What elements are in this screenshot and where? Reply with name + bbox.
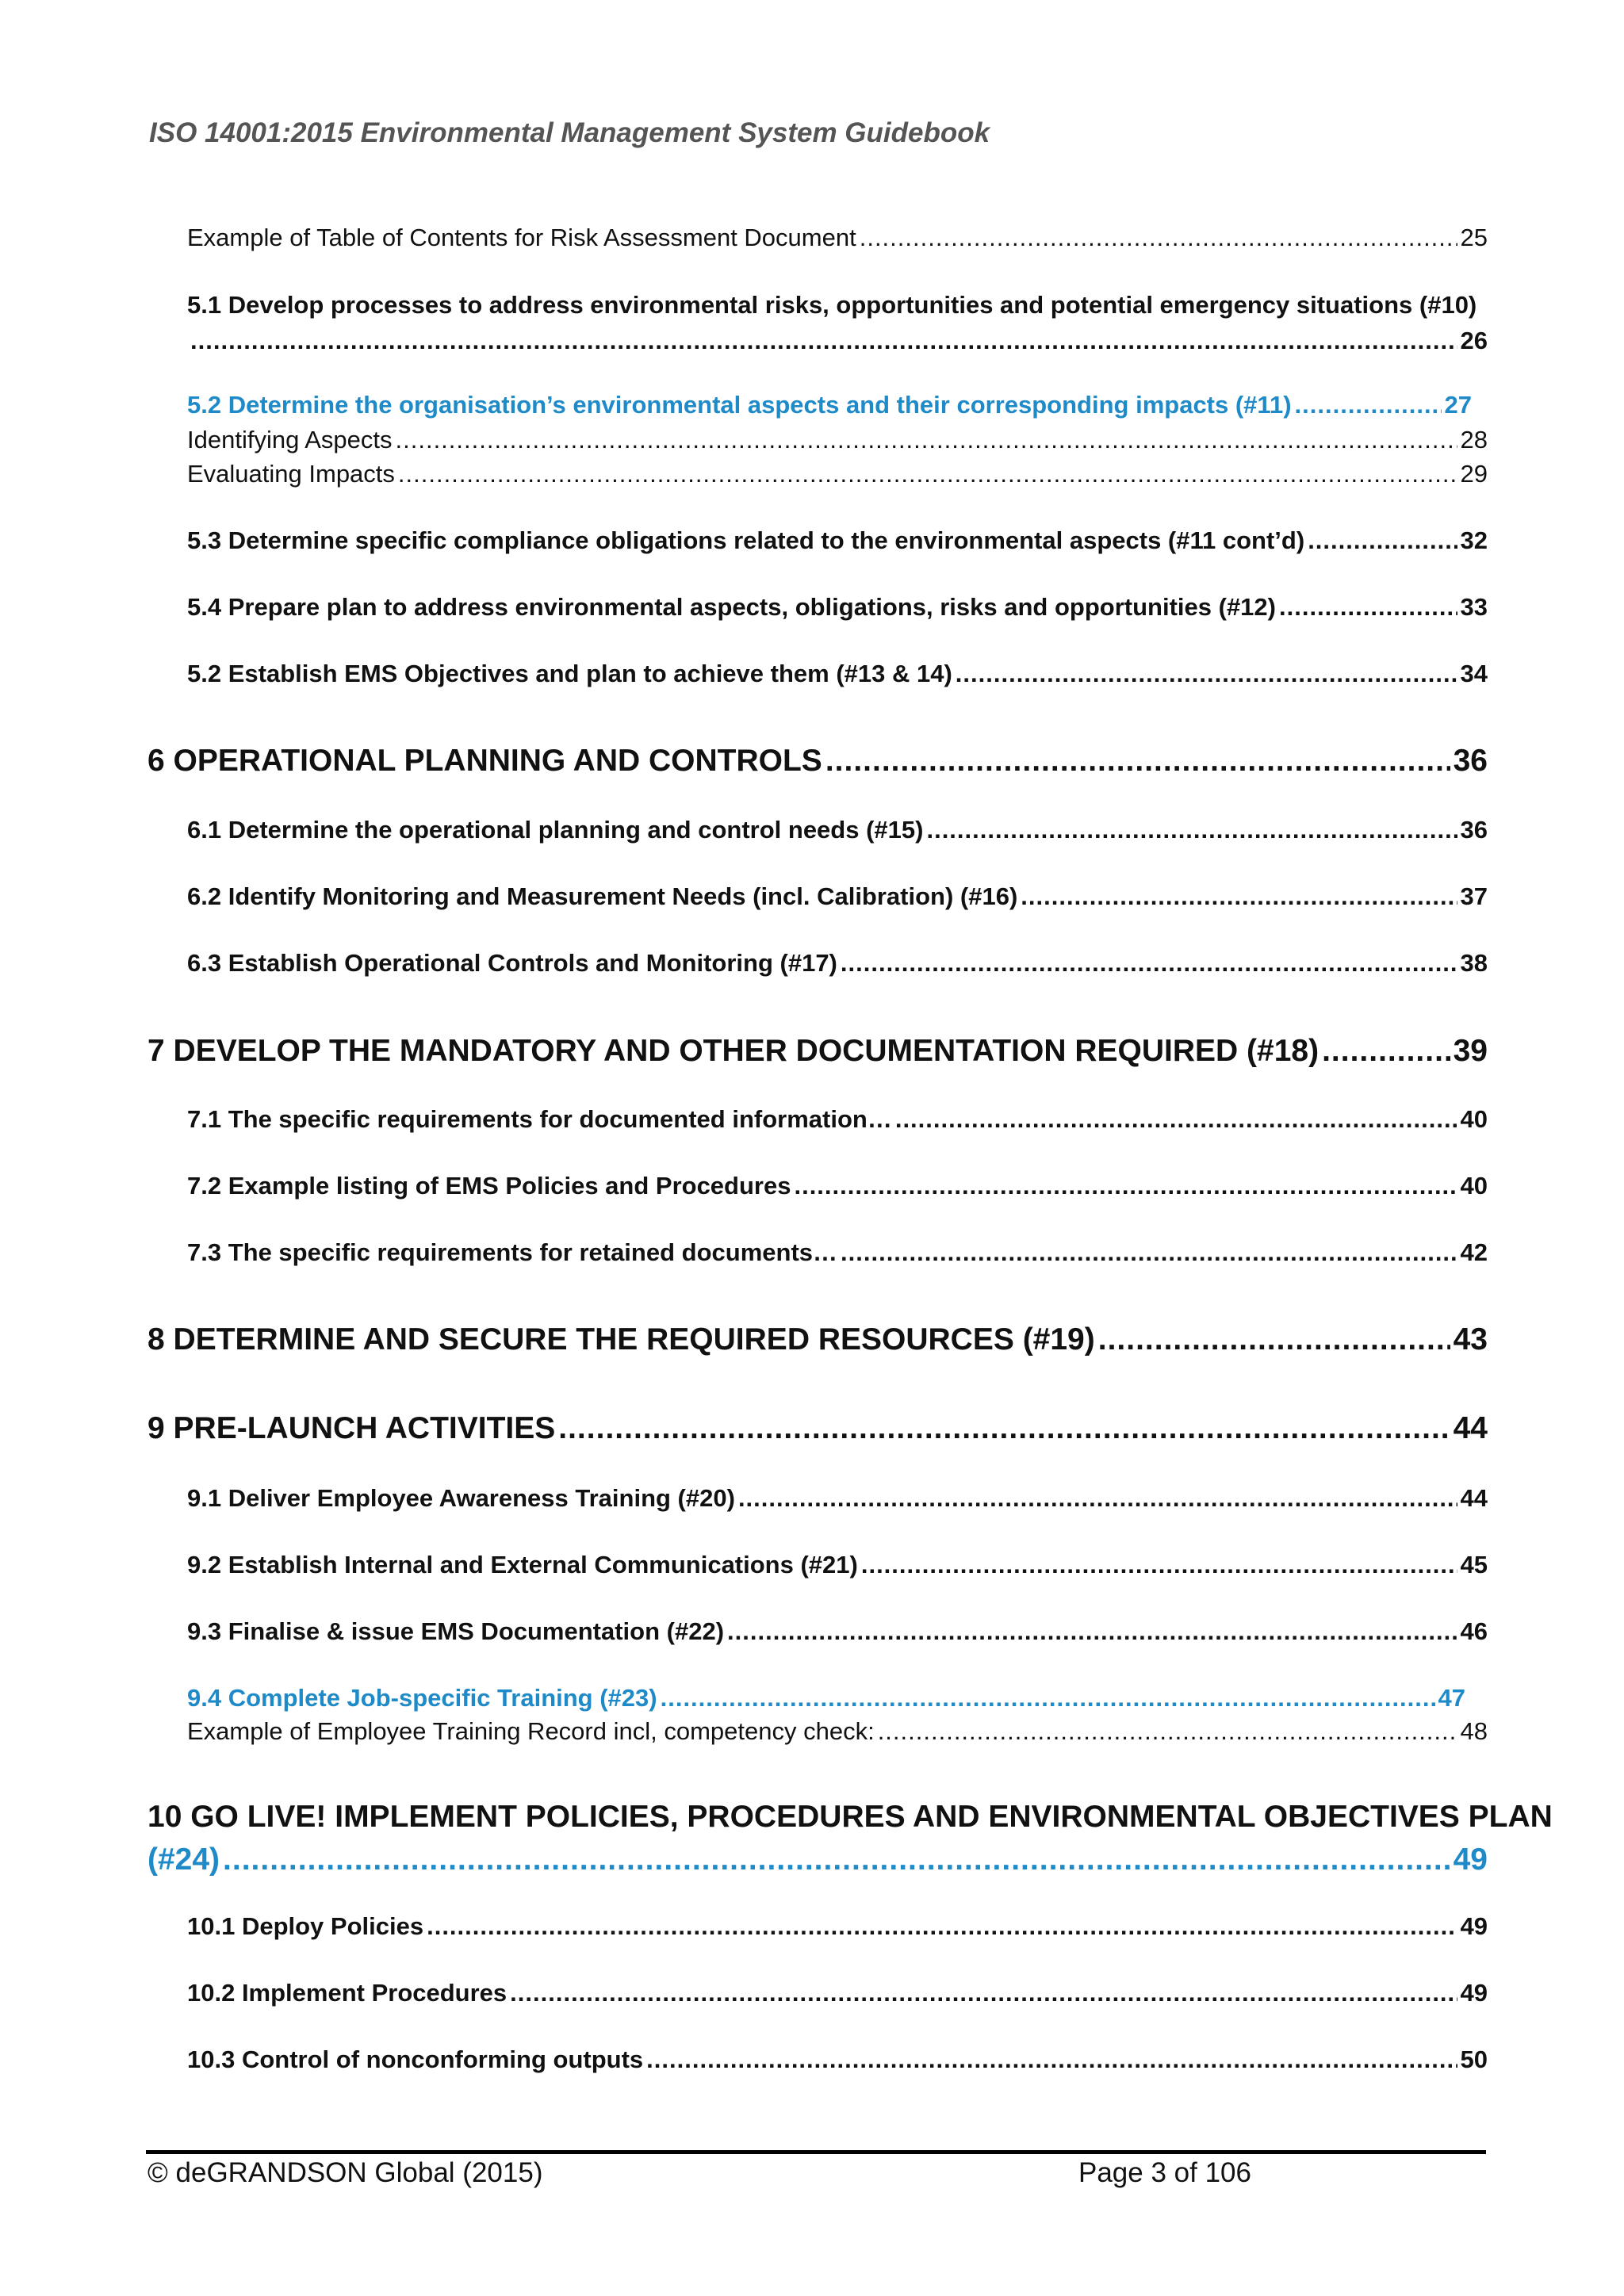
toc-entry-label: 10.1 Deploy Policies: [187, 1912, 424, 1940]
toc-entry[interactable]: [187, 593, 1488, 622]
toc-entry-label-cont: (#24): [147, 1843, 220, 1877]
toc-entry[interactable]: [187, 816, 1488, 844]
toc-entry-link[interactable]: [187, 391, 1472, 419]
dot-leader: [794, 1172, 1457, 1200]
toc-chapter-link[interactable]: [147, 1843, 1488, 1877]
toc-entry-page: 25: [1460, 224, 1488, 251]
dot-leader: [1021, 882, 1457, 911]
toc-entry-label: 5.2 Determine the organisation’s environmental aspects and their corresponding impacts (#11): [187, 391, 1292, 419]
dot-leader: [738, 1484, 1457, 1513]
toc-entry-page: 40: [1460, 1172, 1488, 1200]
dot-leader: [841, 1238, 1457, 1267]
toc-entry[interactable]: [187, 1617, 1488, 1646]
toc-entry-label: 10.2 Implement Procedures: [187, 1979, 508, 2007]
toc-entry-page: 43: [1453, 1322, 1488, 1357]
document-header-title: ISO 14001:2015 Environmental Management System Guidebook: [149, 117, 990, 148]
toc-entry-label: 9.2 Establish Internal and External Communications (#21): [187, 1551, 858, 1578]
toc-entry-label: 5.4 Prepare plan to address environmental aspects, obligations, risks and opportunities (#12): [187, 593, 1276, 621]
dot-leader: [1279, 593, 1457, 622]
toc-entry-label: 9.3 Finalise & issue EMS Documentation (#22): [187, 1617, 725, 1645]
dot-leader: [190, 327, 1457, 355]
toc-entry[interactable]: [187, 1979, 1488, 2007]
toc-entry-page: 27: [1444, 391, 1472, 419]
toc-entry-label: 5.3 Determine specific compliance obligations related to the environmental aspects (#11 cont’d): [187, 526, 1305, 554]
toc-chapter[interactable]: [147, 1034, 1488, 1069]
dot-leader: [926, 816, 1457, 844]
toc-entry[interactable]: [187, 1238, 1488, 1267]
toc-entry-page: 42: [1460, 1238, 1488, 1266]
toc-entry-page: 49: [1460, 1979, 1488, 2007]
dot-leader: [841, 949, 1457, 978]
dot-leader: [860, 224, 1457, 252]
dot-leader: [956, 660, 1457, 688]
dot-leader: [646, 2045, 1457, 2074]
toc-entry-label: 7 DEVELOP THE MANDATORY AND OTHER DOCUMENTATION REQUIRED (#18): [147, 1034, 1320, 1068]
toc-chapter[interactable]: [147, 744, 1488, 779]
toc-entry-label: Example of Table of Contents for Risk Assessment Document: [187, 224, 856, 251]
dot-leader: [1295, 391, 1442, 419]
toc-entry-page: 40: [1460, 1105, 1488, 1133]
toc-entry-page: 28: [1460, 426, 1488, 453]
toc-entry[interactable]: [187, 1484, 1488, 1513]
toc-entry[interactable]: [187, 426, 1488, 454]
dot-leader: [661, 1684, 1435, 1712]
dot-leader: [1308, 526, 1457, 555]
toc-entry-page: 46: [1460, 1617, 1488, 1645]
toc-entry-page: 38: [1460, 949, 1488, 977]
toc-entry-page: 44: [1460, 1484, 1488, 1512]
footer-copyright: © deGRANDSON Global (2015): [147, 2157, 543, 2188]
toc-entry-label[interactable]: 5.1 Develop processes to address environmental risks, opportunities and potential emergency situations (#10): [187, 291, 1477, 319]
toc-entry-link[interactable]: [187, 1684, 1465, 1712]
toc-entry-page: 48: [1460, 1717, 1488, 1745]
toc-entry-label: 7.3 The specific requirements for retained documents…: [187, 1238, 838, 1266]
dot-leader: [427, 1912, 1457, 1941]
toc-entry[interactable]: [187, 2045, 1488, 2074]
toc-entry[interactable]: [187, 1172, 1488, 1200]
toc-entry-label: 10.3 Control of nonconforming outputs: [187, 2045, 644, 2073]
toc-entry-label: Evaluating Impacts: [187, 460, 395, 488]
toc-entry-label: 9 PRE-LAUNCH ACTIVITIES: [147, 1411, 556, 1445]
toc-entry-label: 6 OPERATIONAL PLANNING AND CONTROLS: [147, 744, 822, 778]
toc-entry[interactable]: [187, 224, 1488, 252]
dot-leader: [558, 1411, 1450, 1446]
toc-entry[interactable]: [187, 526, 1488, 555]
toc-entry[interactable]: [187, 460, 1488, 488]
toc-entry[interactable]: [187, 1551, 1488, 1579]
dot-leader: [398, 460, 1457, 488]
toc-entry-page: 45: [1460, 1551, 1488, 1578]
toc-entry-label: Identifying Aspects: [187, 426, 393, 453]
toc-entry-label: 6.3 Establish Operational Controls and Monitoring (#17): [187, 949, 837, 977]
dot-leader: [223, 1843, 1450, 1877]
dot-leader: [861, 1551, 1457, 1579]
toc-entry-label: 9.4 Complete Job-specific Training (#23): [187, 1684, 657, 1712]
footer-divider: [146, 2150, 1486, 2154]
toc-entry-page: 34: [1460, 660, 1488, 687]
toc-entry-page: 32: [1460, 526, 1488, 554]
toc-chapter-label[interactable]: 10 GO LIVE! IMPLEMENT POLICIES, PROCEDURES AND ENVIRONMENTAL OBJECTIVES PLAN: [147, 1800, 1553, 1834]
dot-leader: [895, 1105, 1457, 1134]
toc-entry-page: 37: [1460, 882, 1488, 910]
toc-entry-label: Example of Employee Training Record incl, competency check:: [187, 1717, 875, 1745]
dot-leader: [1098, 1322, 1450, 1357]
dot-leader: [878, 1717, 1457, 1746]
dot-leader: [727, 1617, 1457, 1646]
toc-entry-page: 26: [1460, 327, 1488, 354]
toc-entry-label: 7.2 Example listing of EMS Policies and Procedures: [187, 1172, 791, 1200]
toc-entry[interactable]: [187, 949, 1488, 978]
dot-leader: [510, 1979, 1457, 2007]
toc-entry-label: 6.2 Identify Monitoring and Measurement Needs (incl. Calibration) (#16): [187, 882, 1018, 910]
toc-entry-page: 39: [1453, 1034, 1488, 1068]
toc-entry-label: 5.2 Establish EMS Objectives and plan to achieve them (#13 & 14): [187, 660, 952, 687]
toc-entry-page: 50: [1460, 2045, 1488, 2073]
toc-entry-label: 6.1 Determine the operational planning and control needs (#15): [187, 816, 924, 844]
toc-entry[interactable]: [190, 327, 1488, 355]
toc-entry-page: 49: [1460, 1912, 1488, 1940]
footer-page-number: Page 3 of 106: [1078, 2157, 1251, 2188]
toc-entry-label: 7.1 The specific requirements for documented information…: [187, 1105, 892, 1133]
toc-entry-label: 9.1 Deliver Employee Awareness Training (#20): [187, 1484, 735, 1512]
toc-entry-page: 36: [1460, 816, 1488, 844]
toc-entry-page: 33: [1460, 593, 1488, 621]
toc-chapter[interactable]: [147, 1322, 1488, 1357]
dot-leader: [396, 426, 1457, 454]
toc-entry-page: 47: [1438, 1684, 1465, 1712]
dot-leader: [825, 744, 1450, 779]
toc-entry-page: 44: [1453, 1411, 1488, 1445]
toc-entry-page: 29: [1460, 460, 1488, 488]
toc-chapter[interactable]: [147, 1411, 1488, 1446]
dot-leader: [1322, 1034, 1450, 1069]
toc-entry[interactable]: [187, 1105, 1488, 1134]
toc-entry[interactable]: [187, 1717, 1488, 1746]
toc-entry-page: 49: [1453, 1843, 1488, 1877]
toc-entry[interactable]: [187, 660, 1488, 688]
toc-entry[interactable]: [187, 882, 1488, 911]
toc-entry[interactable]: [187, 1912, 1488, 1941]
toc-entry-label: 8 DETERMINE AND SECURE THE REQUIRED RESOURCES (#19): [147, 1322, 1095, 1357]
toc-entry-page: 36: [1453, 744, 1488, 778]
